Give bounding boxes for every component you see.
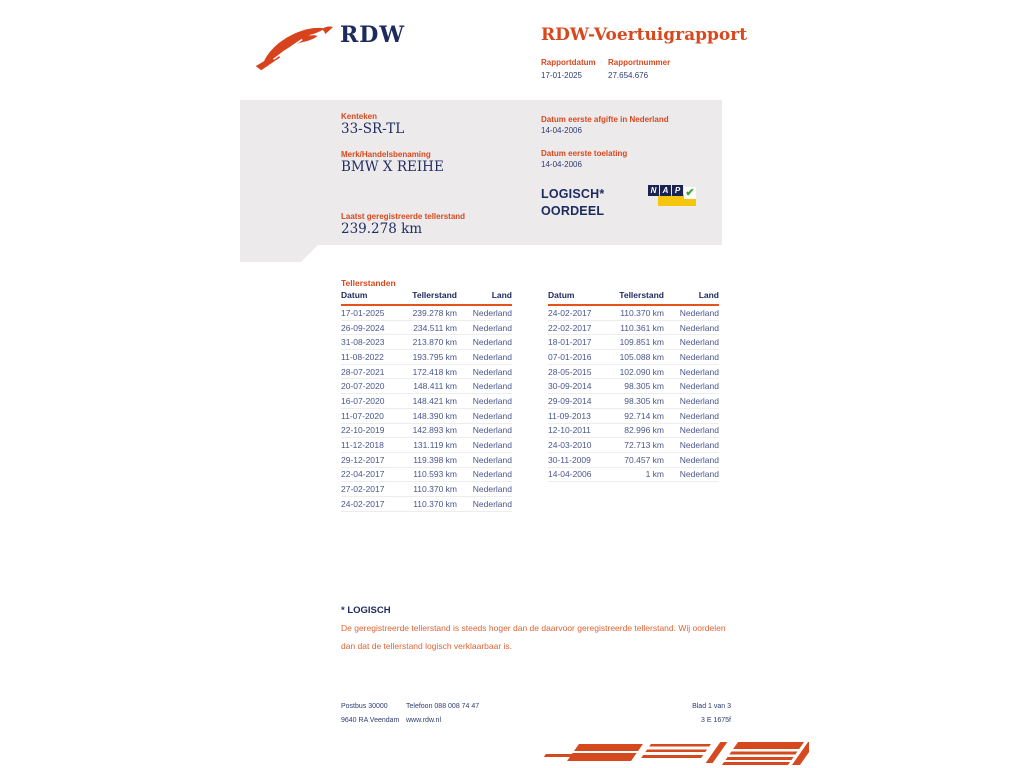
cell-tellerstand: 70.457 km: [624, 454, 664, 465]
footer-address-line2: 9640 RA Veendam: [341, 717, 400, 724]
report-meta: [541, 58, 670, 80]
col-datum: Datum: [341, 290, 368, 300]
table-row: [341, 438, 512, 453]
cell-tellerstand: 98.305 km: [624, 381, 664, 392]
table-body: [548, 306, 719, 482]
cell-tellerstand: 110.370 km: [620, 307, 664, 318]
table-row: [341, 365, 512, 380]
table-row: [341, 350, 512, 365]
nap-letter-n: N: [648, 185, 659, 196]
cell-tellerstand: 148.411 km: [413, 381, 457, 392]
merk-label: Merk/Handelsbenaming: [341, 150, 431, 159]
cell-land: Nederland: [679, 454, 719, 465]
cell-tellerstand: 82.996 km: [624, 425, 664, 436]
odometer-table-right: [548, 290, 719, 482]
merk-value: BMW X REIHE: [341, 159, 444, 175]
cell-tellerstand: 110.593 km: [413, 469, 457, 480]
page-title: RDW-Voertuigrapport: [541, 25, 748, 45]
toelating-label: Datum eerste toelating: [541, 149, 628, 158]
nap-letter-a: A: [660, 185, 671, 196]
col-land: Land: [491, 290, 512, 300]
cell-tellerstand: 110.361 km: [620, 322, 664, 333]
cell-datum: 28-07-2021: [341, 366, 385, 377]
cell-land: Nederland: [679, 381, 719, 392]
cell-datum: 11-07-2020: [341, 410, 384, 421]
odometer-table-left: [341, 290, 512, 512]
cell-land: Nederland: [472, 484, 512, 495]
cell-tellerstand: 109.851 km: [619, 337, 664, 348]
col-land: Land: [698, 290, 719, 300]
table-row: [548, 453, 719, 468]
cell-datum: 14-04-2006: [548, 469, 592, 480]
cell-datum: 24-03-2010: [548, 440, 592, 451]
table-row: [341, 453, 512, 468]
cell-tellerstand: 110.370 km: [413, 484, 457, 495]
table-row: [341, 468, 512, 483]
table-row: [341, 394, 512, 409]
cell-land: Nederland: [679, 351, 719, 362]
report-date-value: 17-01-2025: [541, 71, 582, 80]
table-row: [341, 335, 512, 350]
cell-land: Nederland: [472, 381, 512, 392]
cell-datum: 30-09-2014: [548, 381, 592, 392]
table-header: [341, 290, 512, 306]
footer-page-info: [600, 700, 731, 728]
speed-block: [567, 744, 643, 761]
footer-page-indicator: Blad 1 van 3: [692, 703, 731, 710]
table-body: [341, 306, 512, 512]
cell-datum: 22-10-2019: [341, 425, 385, 436]
cell-tellerstand: 213.870 km: [412, 337, 457, 348]
table-row: [341, 409, 512, 424]
cell-land: Nederland: [679, 440, 719, 451]
cell-tellerstand: 148.390 km: [412, 410, 457, 421]
cell-tellerstand: 142.893 km: [412, 425, 457, 436]
cell-datum: 17-01-2025: [341, 307, 385, 318]
tellerstanden-section-title: Tellerstanden: [341, 278, 396, 288]
table-row: [548, 394, 719, 409]
cell-tellerstand: 98.305 km: [624, 395, 664, 406]
table-row: [548, 335, 719, 350]
speed-stripes: [639, 744, 711, 761]
table-row: [341, 497, 512, 512]
cell-tellerstand: 1 km: [645, 469, 664, 480]
cell-tellerstand: 148.421 km: [412, 395, 457, 406]
cell-land: Nederland: [472, 440, 512, 451]
cell-tellerstand: 234.511 km: [413, 322, 457, 333]
cell-datum: 26-09-2024: [341, 322, 385, 333]
kenteken-value: 33-SR-TL: [341, 121, 405, 137]
cell-datum: 31-08-2023: [341, 337, 385, 348]
cell-land: Nederland: [472, 395, 512, 406]
table-row: [548, 365, 719, 380]
table-row: [548, 409, 719, 424]
table-row: [548, 424, 719, 439]
cell-tellerstand: 119.398 km: [413, 454, 457, 465]
cell-land: Nederland: [472, 410, 512, 421]
report-date-label: Rapportdatum: [541, 58, 596, 67]
cell-land: Nederland: [472, 454, 512, 465]
cell-land: Nederland: [472, 469, 512, 480]
cell-tellerstand: 72.713 km: [624, 440, 664, 451]
afgifte-value: 14-04-2006: [541, 126, 582, 135]
footnote-title: * LOGISCH: [341, 605, 391, 616]
report-date: [541, 58, 596, 80]
tellerstand-value: 239.278 km: [341, 221, 423, 237]
table-row: [341, 379, 512, 394]
footer-website: www.rdw.nl: [406, 717, 442, 724]
table-row: [548, 306, 719, 321]
cell-datum: 22-02-2017: [548, 322, 592, 333]
table-row: [341, 306, 512, 321]
footer-contact: [406, 700, 479, 728]
cell-land: Nederland: [679, 410, 719, 421]
cell-datum: 20-07-2020: [341, 381, 385, 392]
cell-land: Nederland: [679, 337, 719, 348]
cell-tellerstand: 105.088 km: [619, 351, 664, 362]
footer-address-line1: Postbus 30000: [341, 703, 388, 710]
cell-datum: 24-02-2017: [548, 307, 592, 318]
cell-datum: 11-08-2022: [341, 351, 384, 362]
cell-land: Nederland: [472, 498, 512, 509]
cell-datum: 12-10-2011: [548, 425, 591, 436]
report-number: [608, 58, 670, 80]
cell-land: Nederland: [679, 425, 719, 436]
table-row: [341, 424, 512, 439]
cell-datum: 18-01-2017: [548, 337, 592, 348]
col-datum: Datum: [548, 290, 575, 300]
table-row: [548, 321, 719, 336]
cell-tellerstand: 110.370 km: [413, 498, 457, 509]
cell-land: Nederland: [679, 322, 719, 333]
cell-tellerstand: 193.795 km: [412, 351, 457, 362]
table-row: [341, 321, 512, 336]
cell-tellerstand: 239.278 km: [412, 307, 457, 318]
nap-check-icon: ✔: [685, 186, 695, 199]
cell-datum: 30-11-2009: [548, 454, 591, 465]
speed-lines-graphic: [543, 741, 809, 768]
col-tellerstand: Tellerstand: [412, 290, 457, 300]
table-row: [548, 438, 719, 453]
speed-block: [722, 742, 804, 765]
cell-datum: 11-12-2018: [341, 440, 384, 451]
footer-phone: Telefoon 088 008 74 47: [406, 703, 480, 710]
cell-datum: 24-02-2017: [341, 498, 385, 509]
report-number-value: 27.654.676: [608, 71, 649, 80]
cell-datum: 11-09-2013: [548, 410, 591, 421]
table-row: [341, 482, 512, 497]
table-header: [548, 290, 719, 306]
vehicle-summary-panel: [240, 100, 722, 245]
rdw-bird-logo: [253, 21, 335, 73]
col-tellerstand: Tellerstand: [619, 290, 664, 300]
cell-tellerstand: 102.090 km: [619, 366, 664, 377]
oordeel-verdict: [541, 186, 604, 220]
report-number-label: Rapportnummer: [608, 58, 671, 67]
cell-datum: 29-09-2014: [548, 395, 592, 406]
cell-land: Nederland: [679, 469, 719, 480]
cell-land: Nederland: [679, 395, 719, 406]
nap-logo: [648, 184, 698, 208]
cell-tellerstand: 131.119 km: [413, 440, 457, 451]
cell-land: Nederland: [472, 307, 512, 318]
cell-tellerstand: 172.418 km: [412, 366, 457, 377]
cell-land: Nederland: [679, 307, 719, 318]
table-row: [548, 379, 719, 394]
oordeel-line1: LOGISCH*: [541, 187, 605, 201]
cell-land: Nederland: [472, 366, 512, 377]
cell-land: Nederland: [472, 425, 512, 436]
cell-tellerstand: 92.714 km: [624, 410, 664, 421]
toelating-value: 14-04-2006: [541, 160, 582, 169]
cell-land: Nederland: [472, 337, 512, 348]
cell-datum: 07-01-2016: [548, 351, 592, 362]
cell-datum: 22-04-2017: [341, 469, 385, 480]
cell-datum: 27-02-2017: [341, 484, 385, 495]
table-row: [548, 350, 719, 365]
oordeel-line2: OORDEEL: [541, 204, 605, 218]
footnote-text: De geregistreerde tellerstand is steeds hoger dan de daarvoor geregistreerde tellerstand. Wij oordelen dan dat de tellerstand logisch verklaarbaar is.: [341, 623, 726, 651]
cell-datum: 29-12-2017: [341, 454, 385, 465]
footer-address: [341, 700, 399, 728]
cell-datum: 16-07-2020: [341, 395, 385, 406]
cell-land: Nederland: [472, 351, 512, 362]
footer-form-code: 3 E 1675f: [701, 717, 731, 724]
kenteken-label: Kenteken: [341, 112, 378, 121]
cell-datum: 28-05-2015: [548, 366, 592, 377]
tellerstand-label: Laatst geregistreerde tellerstand: [341, 212, 466, 221]
cell-land: Nederland: [472, 322, 512, 333]
rdw-logo-text: RDW: [340, 22, 406, 48]
table-row: [548, 468, 719, 483]
nap-letter-p: P: [672, 185, 683, 196]
cell-land: Nederland: [679, 366, 719, 377]
afgifte-label: Datum eerste afgifte in Nederland: [541, 115, 669, 124]
